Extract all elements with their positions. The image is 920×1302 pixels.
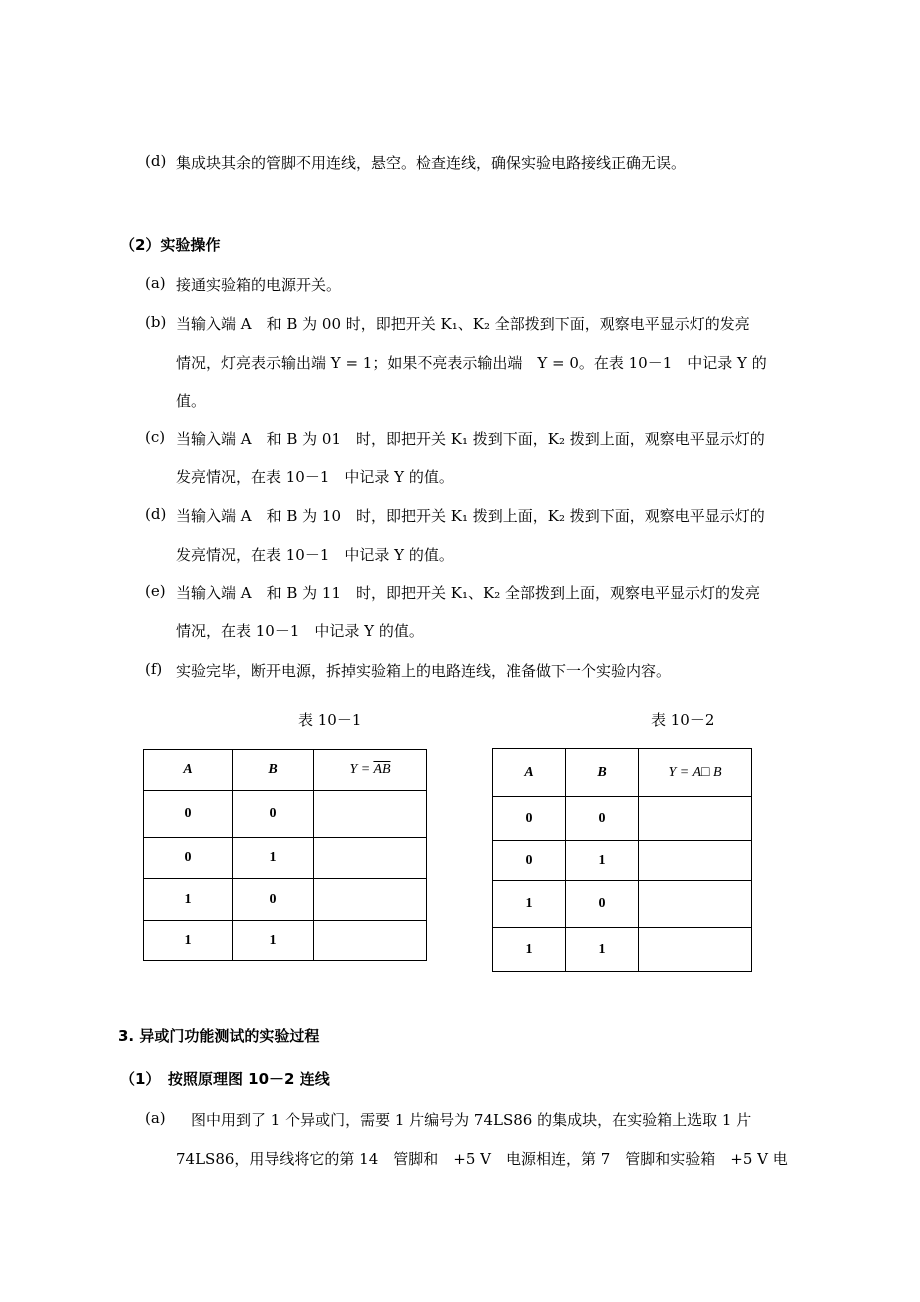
- cell: 1: [566, 841, 639, 881]
- op-line: 发亮情况，在表 10－1 中记录 Y 的值。: [176, 546, 454, 564]
- table-caption: 表 10－2: [651, 711, 715, 729]
- col-header-y: Y = A□ B: [639, 749, 752, 797]
- truth-table-xor: [492, 748, 752, 972]
- step-label: (a): [145, 1109, 166, 1127]
- op-label: (b): [145, 313, 167, 331]
- op-line: 发亮情况，在表 10－1 中记录 Y 的值。: [176, 468, 454, 486]
- cell: 0: [233, 791, 314, 838]
- op-line: 情况，在表 10－1 中记录 Y 的值。: [176, 622, 424, 640]
- op-label: (c): [145, 428, 166, 446]
- op-line: 当输入端 A 和 B 为 00 时，即把开关 K₁、K₂ 全部拨到下面，观察电平显示灯的发亮: [176, 315, 750, 333]
- cell-empty: [314, 791, 427, 838]
- cell-empty: [639, 881, 752, 928]
- cell-empty: [314, 879, 427, 921]
- op-line: 值。: [176, 392, 207, 410]
- cell: 0: [144, 838, 233, 879]
- op-line: 当输入端 A 和 B 为 10 时，即把开关 K₁ 拨到上面，K₂ 拨到下面，观察电平显示灯的: [176, 507, 765, 525]
- cell: 1: [493, 928, 566, 972]
- cell: 1: [566, 928, 639, 972]
- op-line: 当输入端 A 和 B 为 01 时，即把开关 K₁ 拨到下面，K₂ 拨到上面，观察电平显示灯的: [176, 430, 765, 448]
- section-heading: （2）实验操作: [120, 236, 221, 254]
- cell: 1: [233, 921, 314, 961]
- section-heading: 3. 异或门功能测试的实验过程: [118, 1027, 320, 1045]
- cell: 0: [566, 797, 639, 841]
- cell-empty: [639, 797, 752, 841]
- cell-empty: [314, 921, 427, 961]
- op-label: (a): [145, 274, 166, 292]
- op-line: 当输入端 A 和 B 为 11 时，即把开关 K₁、K₂ 全部拨到上面，观察电平显示灯的发亮: [176, 584, 760, 602]
- cell-empty: [639, 841, 752, 881]
- op-line: 接通实验箱的电源开关。: [176, 276, 342, 294]
- op-line: 实验完毕，断开电源，拆掉实验箱上的电路连线，准备做下一个实验内容。: [176, 662, 672, 680]
- cell-empty: [639, 928, 752, 972]
- col-header-a: A: [144, 750, 233, 791]
- cell: 0: [566, 881, 639, 928]
- col-header-y: $Y = \overline{AB}$: [314, 750, 427, 791]
- cell: 1: [493, 881, 566, 928]
- cell: 0: [493, 841, 566, 881]
- col-header-b: B: [566, 749, 639, 797]
- step-line: 74LS86，用导线将它的第 14 管脚和 +5 V 电源相连，第 7 管脚和实验箱 +5 V 电: [176, 1150, 788, 1168]
- cell: 1: [233, 838, 314, 879]
- subsection-heading: （1） 按照原理图 10－2 连线: [120, 1070, 330, 1088]
- cell: 1: [144, 921, 233, 961]
- op-line: 情况，灯亮表示输出端 Y = 1；如果不亮表示输出端 Y = 0。在表 10－1 中记录 Y 的: [176, 354, 767, 372]
- cell: 0: [144, 791, 233, 838]
- truth-table-nand: [143, 749, 427, 961]
- col-header-b: B: [233, 750, 314, 791]
- cell: 0: [493, 797, 566, 841]
- step-text: 集成块其余的管脚不用连线，悬空。检查连线，确保实验电路接线正确无误。: [176, 154, 687, 172]
- op-label: (f): [145, 660, 163, 678]
- cell: 0: [233, 879, 314, 921]
- cell: 1: [144, 879, 233, 921]
- cell-empty: [314, 838, 427, 879]
- table-caption: 表 10－1: [298, 711, 362, 729]
- op-label: (d): [145, 505, 167, 523]
- col-header-a: A: [493, 749, 566, 797]
- step-label: (d): [145, 152, 167, 170]
- step-line: 图中用到了 1 个异或门，需要 1 片编号为 74LS86 的集成块，在实验箱上选取 1 片: [176, 1111, 752, 1129]
- op-label: (e): [145, 582, 166, 600]
